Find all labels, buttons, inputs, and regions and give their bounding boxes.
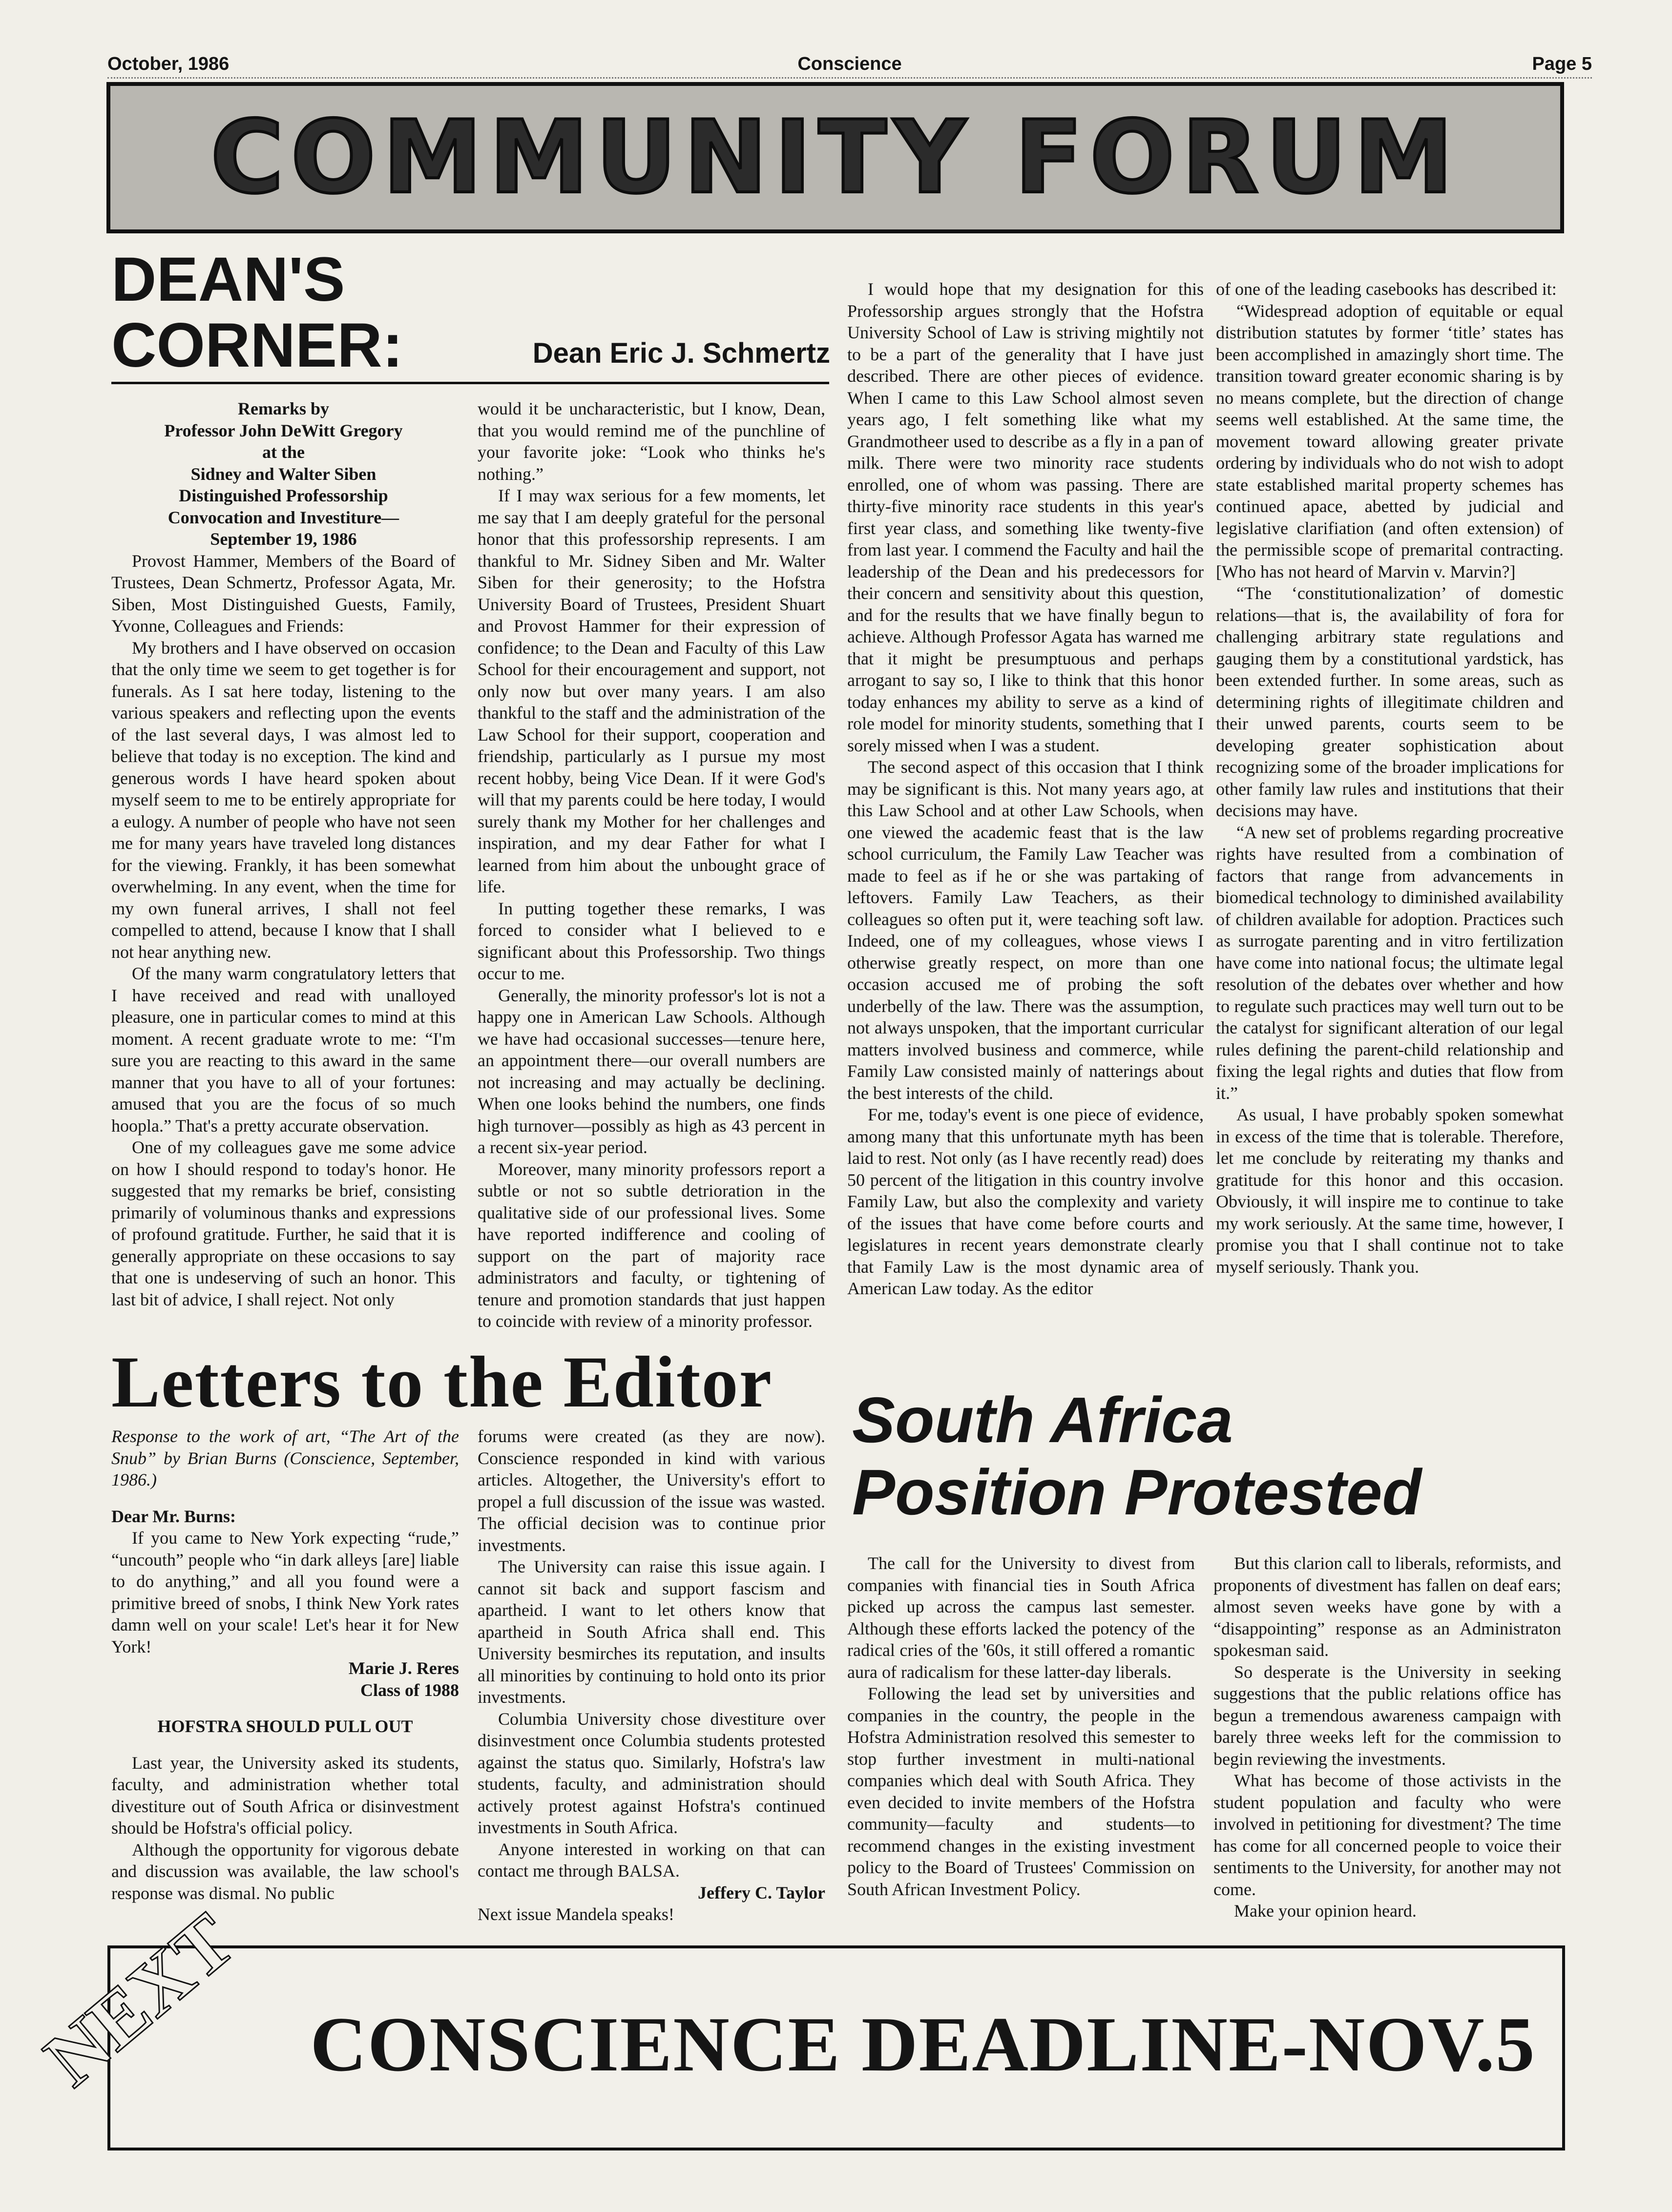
- paragraph: If I may wax serious for a few moments, let me say that I am deeply grateful for the personal honor that this professorship represents. I am thankful to Mr. Sidney Siben and Mr. Walter Siben for their generosity; to the Hofstra University Board of Trustees, President Shuart and Provost Hammer for their expression of confidence; to the Dean and Faculty of this Law School for their encouragement and support, not only now but over many years. I am also thankful to the staff and the administration of the Law School for their support, cooperation and friendship, particularly as I pursue my most recent hobby, being Vice Dean. If it were God's will that my parents could be here today, I would surely thank my Mother for her challenges and inspiration, and my dear Father for what I learned from him about the unbought grace of life.: [478, 486, 825, 896]
- paragraph: What has become of those activists in the student population and faculty who were involved in petitioning for divestment? The time has come for all concerned people to voice their sentiments to the University, for another may not come.: [1213, 1771, 1561, 1899]
- paragraph: Last year, the University asked its students, faculty, and administration whether total divestiture out of South Africa or disinvestment should be Hofstra's official policy.: [111, 1753, 459, 1838]
- deans-corner-title: [111, 247, 453, 378]
- salutation: Dear Mr. Burns:: [111, 1506, 236, 1526]
- paragraph: Although the opportunity for vigorous debate and discussion was available, the law school's response was dismal. No public: [111, 1840, 459, 1903]
- letter-subhead: HOFSTRA SHOULD PULL OUT: [157, 1716, 413, 1736]
- deans-column-3: [847, 278, 1204, 1343]
- paragraph: Provost Hammer, Members of the Board of Trustees, Dean Schmertz, Professor Agata, Mr. Siben, Most Distinguished Guests, Family, Yvonne, Colleagues and Friends:: [111, 551, 456, 636]
- intro-line: Remarks by: [238, 399, 329, 418]
- signature-name: Marie J. Reres: [348, 1658, 459, 1678]
- paragraph: If you came to New York expecting “rude,” “uncouth” people who “in dark alleys [are] liable to do anything,” and all you found were a primitive breed of snobs, I think New York rates damn well on your scale! Let's hear it for New York!: [111, 1528, 459, 1656]
- letters-title: Letters to the Editor: [111, 1342, 773, 1423]
- banner-title: COMMUNITY FORUM: [210, 100, 1461, 216]
- paragraph: forums were created (as they are now). Conscience responded in kind with various articles. Altogether, the University's effort to propel a full discussion of the issue was wasted. The official decision was to continue prior investments.: [478, 1426, 825, 1555]
- paragraph: One of my colleagues gave me some advice on how I should respond to today's honor. He suggested that my remarks be brief, consisting primarily of voluminous thanks and expressions of profound gratitude. Further, he said that it is generally appropriate on these occasions to say that one is undeserving of such an honor. This last bit of advice, I shall reject. Not only: [111, 1137, 456, 1309]
- paragraph: My brothers and I have observed on occasion that the only time we seem to get together is for funerals. As I sat here today, listening to the various speakers and reflecting upon the events of the last several days, I was almost led to believe that today is no exception. The kind and generous words I have heard spoken about myself seem to me to be entirely appropriate for a eulogy. A number of people who have not seen me for many years have traveled long distances for the viewing. Frankly, it has been somewhat overwhelming. In any event, when the time for my own funeral arrives, I shall not feel compelled to attend, because I know that I shall not hear anything new.: [111, 638, 456, 962]
- paragraph: Make your opinion heard.: [1234, 1901, 1417, 1921]
- deans-column-4: [1216, 278, 1564, 1343]
- letters-column-2: [478, 1426, 825, 1923]
- paragraph: As usual, I have probably spoken somewhat in excess of the time that is tolerable. Therefore, let me conclude by reiterating my thanks and gratitude for this honor and this occasion. Obviously, it will inspire me to continue to take my work seriously. At the same time, however, I promise you that I shall continue not to take myself seriously. Thank you.: [1216, 1105, 1564, 1277]
- paragraph: For me, today's event is one piece of evidence, among many that this unfortunate myth has been laid to rest. Not only (as I have recently read) does 50 percent of the litigation in this country involve Family Law, but also the complexity and variety of the issues that have come before courts and legislatures in recent years demonstrate clearly that Family Law is the most dynamic area of American Law today. As the editor: [847, 1105, 1204, 1298]
- paragraph: Following the lead set by universities and companies in the country, the people in the Hofstra Administration resolved this semester to stop further investment in multi-national companies which deal with South Africa. They even decided to invite members of the Hofstra community—faculty and students—to recommend changes in the existing investment policy to the Board of Trustees' Commission on South African Investment Policy.: [847, 1684, 1195, 1899]
- dean-byline: Dean Eric J. Schmertz: [532, 337, 830, 369]
- intro-line: Sidney and Walter Siben: [190, 464, 376, 484]
- intro-line: September 19, 1986: [210, 529, 357, 549]
- south-africa-title-line2: Position Protested: [852, 1456, 1422, 1528]
- closing-line: Next issue Mandela speaks!: [478, 1904, 674, 1923]
- publication-name: Conscience: [797, 54, 902, 74]
- deans-title-line2: CORNER:: [111, 310, 403, 380]
- paragraph: “The ‘constitutionalization’ of domestic relations—that is, the availability of fora for challenging arbitrary state regulations and gauging them by a constitutional yardstick, has been extended further. In some areas, such as determining rights of illegitimate children and their unwed parents, courts seem to be developing greater sophistication about recognizing some of the broader implications for other family law rules and institutions that their decisions may have.: [1216, 583, 1564, 820]
- page-header: [107, 54, 1592, 78]
- header-dotted-rule: [107, 77, 1592, 79]
- page-number: Page 5: [1532, 54, 1592, 74]
- letters-column-1: [111, 1426, 459, 1923]
- deans-column-1: [111, 398, 456, 1343]
- south-africa-column-1: [847, 1552, 1195, 1928]
- deans-column-2: [478, 398, 825, 1343]
- deadline-text: CONSCIENCE DEADLINE-NOV.5: [310, 2001, 1536, 2088]
- paragraph: The second aspect of this occasion that I think may be significant is this. Not many years ago, at this Law School and at other Law Schools, when one viewed the academic feast that is the law school curriculum, the Family Law Teacher was made to feel as if he or she was partaking of leftovers. Family Law Teachers, as their colleagues so often put it, were teaching soft law. Indeed, one of my colleagues, whose views I otherwise greatly respect, on more than one occasion accused me of probing the soft underbelly of the law. There was the assumption, not always unspoken, that the important curricular matters involved business and commerce, while Family Law consisted mainly of natterings about the best interests of the child.: [847, 757, 1204, 1103]
- paragraph: Of the many warm congratulatory letters that I have received and read with unalloyed pleasure, one in particular comes to mind at this moment. A recent graduate wrote to me: “I'm sure you are reacting to this award in the same manner that you have to all of your fortunes: amused that you are the focus of so much hoopla.” That's a pretty accurate observation.: [111, 964, 456, 1136]
- paragraph: So desperate is the University in seeking suggestions that the public relations office has begun a tremendous awareness campaign with barely three weeks left for the commission to begin reviewing the investments.: [1213, 1662, 1561, 1769]
- intro-line: at the: [262, 442, 305, 462]
- signature-class: Class of 1988: [360, 1680, 459, 1700]
- response-note: Response to the work of art, “The Art of the Snub” by Brian Burns (Conscience, September, 1986.): [111, 1426, 459, 1489]
- paragraph: I would hope that my designation for this Professorship argues strongly that the Hofstra University School of Law is striving mightily not to be a part of the generality that I have just described. There are other pieces of evidence. When I came to this Law School almost seven years ago, I felt something like what my Grandmotheer used to describe as a fly in a pan of milk. There were two minority race students enrolled, one of whom was passing. There are thirty-five minority race students in this year's first year class, and something like twenty-five from last year. I commend the Faculty and hail the leadership of the Dean and his predecessors for their concern and sensitivity about this question, and for the results that we have finally begun to achieve. Although Professor Agata has warned me that it might be presumptuous and perhaps arrogant to say so, I like to think that this honor today enhances my ability to serve as a kind of role model for minority students, something that I sorely missed when I was a student.: [847, 279, 1204, 755]
- paragraph: of one of the leading casebooks has described it:: [1216, 279, 1557, 299]
- signature-name: Jeffery C. Taylor: [698, 1882, 825, 1902]
- paragraph: “A new set of problems regarding procreative rights have resulted from a combination of factors that range from advancements in biomedical technology to diminished availability of children available for adoption. Practices such as surrogate parenting and in vitro fertilization have come into national focus; the ultimate legal resolution of the debates over whether and how to regulate such practices may well turn out to be the catalyst for significant alteration of our legal rules defining the parent-child relationship and fixing the legal rights and duties that flow from it.”: [1216, 822, 1564, 1103]
- south-africa-column-2: [1213, 1552, 1561, 1928]
- paragraph: would it be uncharacteristic, but I know, Dean, that you would remind me of the punchline of your favorite joke: “Look who thinks he's nothing.”: [478, 399, 825, 484]
- south-africa-title-line1: South Africa: [852, 1384, 1233, 1456]
- paragraph: Generally, the minority professor's lot is not a happy one in American Law Schools. Although we have had occasional successes—tenure here, an appointment there—our overall numbers are not increasing and may actually be declining. When one looks behind the numbers, one finds high turnover—possibly as high as 43 percent in a recent six-year period.: [478, 985, 825, 1157]
- paragraph: Moreover, many minority professors report a subtle or not so subtle detrioration in the qualitative side of our professional lives. Some have reported indifference and cooling of support on the part of majority race administrators and faculty, or tightening of tenure and promotion standards that just happen to coincide with review of a minority professor.: [478, 1159, 825, 1331]
- deans-title-line1: DEAN'S: [111, 245, 345, 314]
- issue-date: October, 1986: [107, 54, 230, 74]
- intro-line: Convocation and Investiture—: [167, 507, 399, 527]
- south-africa-title: [852, 1384, 1560, 1529]
- community-forum-banner: [106, 82, 1564, 233]
- paragraph: “Widespread adoption of equitable or equal distribution statutes by former ‘title’ states has been accomplished in amazingly short time. The transition toward greater economic sharing is by no means complete, but the direction of change seems well established. At the same time, the movement toward allowing greater private ordering by individuals who do not wish to adopt state established marital property schemes has continued apace, abetted by judicial and legislative clarifiation (and often extension) of the permissible scope of premarital contracting. [Who has not heard of Marvin v. Marvin?]: [1216, 301, 1564, 581]
- intro-line: Professor John DeWitt Gregory: [164, 420, 403, 440]
- paragraph: Anyone interested in working on that can contact me through BALSA.: [478, 1839, 825, 1881]
- next-label: NEXT: [28, 1896, 251, 2103]
- paragraph: But this clarion call to liberals, reformists, and proponents of divestment has fallen on deaf ears; almost seven weeks have gone by with a “disappointing” response as an Administraton spokesman said.: [1213, 1553, 1561, 1660]
- paragraph: The University can raise this issue again. I cannot sit back and support fascism and apartheid. I want to let others know that apartheid in South Africa shall end. This University besmirches its reputation, and insults all minorities by continuing to hold onto its prior investments.: [478, 1557, 825, 1707]
- intro-line: Distinguished Professorship: [179, 486, 388, 505]
- paragraph: Columbia University chose divestiture over disinvestment once Columbia students protested against the status quo. Similarly, Hofstra's law students, faculty, and administration should actively protest against Hofstra's continued investments in South Africa.: [478, 1709, 825, 1837]
- deans-corner-rule: [111, 382, 829, 384]
- paragraph: In putting together these remarks, I was forced to consider what I believed to e significant about this Professorship. Two things occur to me.: [478, 898, 825, 983]
- paragraph: The call for the University to divest from companies with financial ties in South Africa picked up across the campus last semester. Although these efforts lacked the potency of the radical cries of the '60s, it still offered a romantic aura of radicalism for these latter-day liberals.: [847, 1553, 1195, 1682]
